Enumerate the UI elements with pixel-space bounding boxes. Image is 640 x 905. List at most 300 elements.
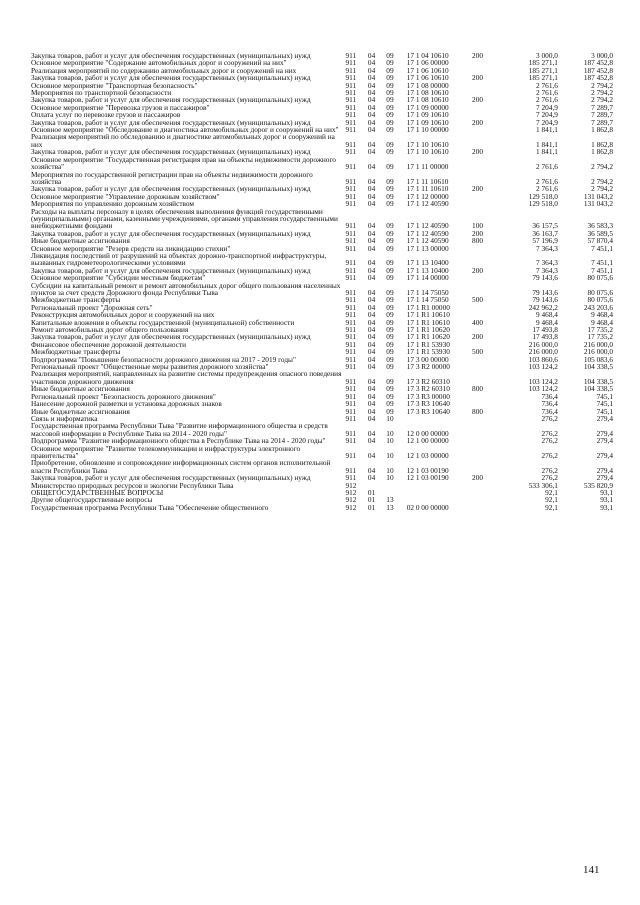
row-amount-year-1: 2 761,6 [536,184,558,194]
row-subsection-code: 10 [386,413,394,423]
row-amount-year-2: 7 289,7 [591,110,613,120]
row-name: Межбюджетные трансферты [31,295,121,305]
row-amount-year-1: 92,1 [545,487,558,497]
row-name: Реализация мероприятий по обследованию и диагностике автомобильных дорог и сооружений на них [31,132,335,149]
row-name: ОБЩЕГОСУДАРСТВЕННЫЕ ВОПРОСЫ [31,487,164,497]
row-name: Основное мероприятие "Перевозка грузов и пассажиров" [31,102,210,112]
row-subsection-code: 09 [386,199,394,209]
row-expense-type-code [472,482,499,489]
row-expense-type-code: 200 [472,473,483,483]
row-department-code: 911 [345,221,357,231]
row-amount-year-2: 93,1 [600,495,613,505]
row-amount-year-2: 36 583,3 [587,221,613,231]
row-name: Основное мероприятие "Субсидии местным бюджетам" [31,273,206,283]
row-department-code: 911 [345,73,357,83]
row-target-article-code: 17 1 06 10610 [406,73,449,83]
row-subsection-code: 09 [386,339,394,349]
row-amount-year-2: 7 451,1 [591,243,613,253]
row-amount-year-2: 9 468,4 [591,317,613,327]
row-section-code: 04 [367,332,376,342]
row-name: Связь и информатика [31,413,98,423]
row-department-code: 911 [345,110,357,120]
row-subsection-code: 09 [386,191,394,201]
row-amount-year-1: 57 196,9 [532,236,558,246]
row-target-article-code: 17 1 09 10610 [406,117,449,127]
row-section-code: 04 [367,265,376,275]
row-subsection-code: 09 [386,184,394,194]
row-target-article-code: 17 1 11 10610 [406,176,449,186]
row-department-code: 911 [345,399,357,409]
row-amount-year-2: 131 043,2 [583,191,613,201]
row-expense-type-code: 800 [472,384,483,394]
row-subsection-code: 09 [386,162,394,172]
row-section-code: 04 [367,288,376,297]
row-amount-year-2: 216 000,0 [583,347,613,357]
row-name: Ликвидация последствий от разрушений на объектах дорожно-транспортной инфраструктуры, вызванных гидрометеорологическими условиями [31,250,327,268]
row-department-code: 911 [345,236,357,246]
row-subsection-code: 09 [386,80,394,90]
row-expense-type-code [472,282,499,297]
row-expense-type-code [472,245,499,252]
row-target-article-code: 17 1 12 00000 [406,191,449,201]
row-amount-year-1: 7 364,3 [536,265,558,275]
row-name: Приобретение, обновление и сопровождение информационных систем органов исполнительной власти Республики Тыва [31,458,331,475]
row-name: Закупка товаров, работ и услуг для обеспечения государственных (муниципальных) нужд [31,332,311,342]
row-section-code: 04 [367,110,376,120]
row-expense-type-code: 800 [472,236,483,246]
row-name: Иные бюджетные ассигнования [31,236,130,246]
row-amount-year-1: 9 468,4 [536,310,558,320]
row-department-code: 911 [345,450,357,460]
row-amount-year-2: 57 870,4 [587,236,613,246]
row-subsection-code: 09 [386,265,394,275]
row-name: Государственная программа Республики Тыва "Развитие информационного общества и средств массовой информации в Республике Тыва на 2014 - 2020 годы" [31,421,328,438]
row-department-code: 911 [345,428,357,438]
row-amount-year-1: 79 143,6 [532,288,558,297]
row-amount-year-2: 93,1 [600,502,613,512]
budget-table-body [31,52,613,511]
row-department-code: 911 [345,473,357,483]
row-amount-year-2: 80 075,6 [587,288,613,297]
row-amount-year-1: 103 124,2 [528,362,558,372]
row-amount-year-2: 279,4 [596,413,613,423]
row-subsection-code: 09 [386,332,394,342]
row-amount-year-2: 17 735,2 [587,332,613,342]
row-amount-year-1: 736,4 [541,406,558,416]
row-subsection-code [386,482,406,489]
row-amount-year-1: 736,4 [541,399,558,409]
table-row [31,282,613,297]
row-target-article-code: 17 1 04 10610 [406,51,449,60]
row-section-code: 04 [367,228,376,238]
row-target-article-code: 17 1 08 00000 [406,80,449,90]
row-department-code: 911 [345,228,357,238]
row-department-code: 911 [345,325,357,335]
row-name: Закупка товаров, работ и услуг для обеспечения государственных (муниципальных) нужд [31,184,311,194]
row-expense-type-code: 500 [472,347,483,357]
row-section-code: 04 [367,428,376,438]
row-section-code: 04 [367,384,376,394]
row-target-article-code: 17 1 R1 10610 [406,317,450,327]
row-section-code: 04 [367,176,376,186]
row-name: Иные бюджетные ассигнования [31,384,130,394]
row-subsection-code: 13 [386,495,394,505]
table-row [31,370,613,385]
row-department-code: 911 [345,191,357,201]
row-amount-year-2: 36 589,5 [587,228,613,238]
row-name: Основное мероприятие "Транспортная безопасность" [31,80,198,90]
row-amount-year-2: 279,4 [596,450,613,460]
row-name: Оплата услуг по перевозке грузов и пассажиров [31,110,181,120]
row-target-article-code: 17 1 R1 53930 [406,347,450,357]
row-amount-year-1: 103 124,2 [528,384,558,394]
row-name: Реализация мероприятий, направленных на развитие системы предупреждения опасного поведения участников дорожного движения [31,369,342,386]
row-amount-year-1: 103 860,6 [528,354,558,364]
row-subsection-code: 09 [386,325,394,335]
row-target-article-code: 17 1 11 00000 [406,162,449,172]
row-subsection-code: 09 [386,176,394,186]
row-section-code: 04 [367,184,376,194]
row-section-code: 04 [367,354,376,364]
row-department-code: 911 [345,199,357,209]
row-target-article-code: 12 1 03 00190 [406,473,449,483]
row-name: Закупка товаров, работ и услуг для обеспечения государственных (муниципальных) нужд [31,117,311,127]
row-amount-year-2: 2 794,2 [591,95,613,105]
row-section-code: 04 [367,465,376,475]
row-amount-year-2: 7 451,1 [591,258,613,268]
row-target-article-code: 17 1 R1 10620 [406,332,450,342]
row-target-article-code: 17 1 13 00000 [406,243,449,253]
row-amount-year-2: 243 203,6 [583,302,613,312]
row-section-code: 04 [367,473,376,483]
row-name: Подпрограмма "Повышение безопасности дорожного движения на 2017 - 2019 годы" [31,354,296,364]
row-department-code: 911 [345,265,357,275]
row-section-code: 01 [367,502,376,512]
row-subsection-code: 10 [386,450,394,460]
row-amount-year-1: 2 761,6 [536,95,558,105]
row-subsection-code: 09 [386,243,394,253]
row-amount-year-1: 92,1 [545,502,558,512]
row-expense-type-code: 800 [472,406,483,416]
row-expense-type-code [472,252,499,267]
row-section-code: 04 [367,65,376,75]
row-subsection-code: 09 [386,391,394,401]
row-target-article-code: 17 1 11 10610 [406,184,449,194]
row-amount-year-2: 17 735,2 [587,325,613,335]
row-target-article-code: 17 1 10 10610 [406,139,449,149]
row-department-code: 911 [345,147,357,157]
row-subsection-code: 09 [386,376,394,386]
row-target-article-code: 17 1 10 10610 [406,147,449,157]
row-target-article-code: 17 3 R3 10640 [406,399,450,409]
row-name: Государственная программа Республики Тыва "Обеспечение общественного [31,502,269,512]
row-amount-year-1: 7 204,9 [536,102,558,112]
row-subsection-code: 09 [386,73,394,83]
row-section-code: 04 [367,51,376,60]
row-amount-year-1: 1 841,1 [536,147,558,157]
row-expense-type-code: 200 [472,184,483,194]
row-expense-type-code: 400 [472,317,483,327]
row-amount-year-2: 187 452,8 [583,73,613,83]
row-target-article-code: 17 1 12 40590 [406,199,449,209]
row-department-code: 912 [345,487,357,497]
row-name: Подпрограмма "Развитие информационного общества в Республике Тыва на 2014 - 2020 годы" [31,436,326,446]
row-amount-year-2: 279,4 [596,473,613,483]
row-amount-year-2: 7 289,7 [591,102,613,112]
row-amount-year-2: 7 289,7 [591,117,613,127]
row-amount-year-2: 131 043,2 [583,199,613,209]
row-section-code: 04 [367,117,376,127]
row-amount-year-2: 2 794,2 [591,176,613,186]
row-department-code: 911 [345,347,357,357]
row-name: Закупка товаров, работ и услуг для обеспечения государственных (муниципальных) нужд [31,51,311,60]
row-amount-year-2: 80 075,6 [587,295,613,305]
row-expense-type-code: 200 [472,73,483,83]
row-name: Закупка товаров, работ и услуг для обеспечения государственных (муниципальных) нужд [31,265,311,275]
row-subsection-code: 09 [386,273,394,283]
table-row [31,422,613,437]
row-target-article-code: 17 3 R3 00000 [406,391,450,401]
row-name: Региональный проект "Безопасность дорожного движения" [31,391,216,401]
row-expense-type-code [472,370,499,385]
row-name: Основное мероприятие "Резерв средств на ликвидацию стихии" [31,243,231,253]
row-amount-year-1: 185 271,1 [528,65,558,75]
row-amount-year-1: 7 204,9 [536,110,558,120]
row-expense-type-code [472,437,499,444]
row-amount-year-1: 103 124,2 [528,376,558,386]
row-expense-type-code: 200 [472,332,483,342]
row-target-article-code: 02 0 00 00000 [406,502,449,512]
row-section-code: 04 [367,391,376,401]
row-department-code: 911 [345,288,357,297]
row-name: Реализация мероприятий по содержанию автомобильных дорог и сооружений на них [31,65,297,75]
row-target-article-code: 17 1 10 00000 [406,125,449,135]
row-name: Иные бюджетные ассигнования [31,406,130,416]
row-subsection-code: 09 [386,110,394,120]
row-name: Другие общегосударственные вопросы [31,495,153,505]
row-expense-type-code: 100 [472,221,483,231]
row-subsection-code: 09 [386,228,394,238]
row-name: Мероприятия по транспортной безопасности [31,88,172,98]
row-target-article-code: 17 3 R2 60310 [406,376,450,386]
row-amount-year-2: 3 000,0 [591,51,613,60]
row-name: Финансовое обеспечение дорожной деятельности [31,339,187,349]
row-subsection-code: 09 [386,88,394,98]
row-amount-year-1: 3 000,0 [536,51,558,60]
row-department-code: 911 [345,465,357,475]
row-target-article-code [407,482,472,489]
row-section-code: 04 [367,362,376,372]
row-amount-year-2: 535 820,9 [583,480,613,490]
row-amount-year-2: 9 468,4 [591,310,613,320]
row-amount-year-1: 242 962,2 [528,302,558,312]
row-department-code: 911 [345,295,357,305]
row-subsection-code: 09 [386,317,394,327]
row-expense-type-code [472,445,499,460]
row-subsection-code: 09 [386,147,394,157]
table-row [31,445,613,460]
row-amount-year-1: 129 518,0 [528,191,558,201]
row-target-article-code: 17 1 09 00000 [406,102,449,112]
row-name: Ремонт автомобильных дорог общего пользования [31,325,189,335]
row-amount-year-1: 276,2 [541,473,558,483]
row-amount-year-1: 2 761,6 [536,88,558,98]
row-section-code: 04 [367,191,376,201]
row-section-code: 04 [367,325,376,335]
row-department-code: 911 [345,391,357,401]
row-subsection-code: 10 [386,465,394,475]
table-row [31,208,613,230]
row-section-code: 04 [367,273,376,283]
row-subsection-code: 09 [386,302,394,312]
row-amount-year-1: 17 493,8 [532,325,558,335]
row-amount-year-1: 216 000,0 [528,347,558,357]
row-amount-year-2: 1 862,8 [591,147,613,157]
row-expense-type-code [472,274,499,281]
row-target-article-code: 17 1 R1 10610 [406,310,450,320]
row-section-code: 01 [367,495,376,505]
row-amount-year-1: 2 761,6 [536,162,558,172]
row-target-article-code: 12 1 03 00190 [406,465,449,475]
row-target-article-code: 17 3 00 00000 [406,354,449,364]
table-row [31,133,613,148]
row-amount-year-1: 1 841,1 [536,125,558,135]
row-amount-year-2: 104 338,5 [583,384,613,394]
row-name: Министерство природных ресурсов и экологии Республики Тыва [31,480,234,490]
row-amount-year-1: 36 157,5 [532,221,558,231]
row-subsection-code: 09 [386,310,394,320]
row-amount-year-2: 187 452,8 [583,58,613,68]
row-amount-year-2: 2 794,2 [591,162,613,172]
row-amount-year-1: 17 493,8 [532,332,558,342]
row-target-article-code: 12 1 03 00000 [406,450,449,460]
row-amount-year-1: 185 271,1 [528,73,558,83]
row-target-article-code: 12 0 00 00000 [406,428,449,438]
row-amount-year-1: 533 306,1 [528,480,558,490]
row-target-article-code [407,489,472,496]
row-section-code: 04 [367,73,376,83]
row-name: Капитальные вложения в объекты государственной (муниципальной) собственности [31,317,295,327]
row-department-code: 911 [345,58,357,68]
row-expense-type-code [472,59,499,66]
budget-table-container [31,52,613,511]
row-expense-type-code [472,415,499,422]
row-section-code: 04 [367,95,376,105]
row-name: Закупка товаров, работ и услуг для обеспечения государственных (муниципальных) нужд [31,473,311,483]
row-section-code: 04 [367,450,376,460]
row-amount-year-2: 2 794,2 [591,184,613,194]
row-section-code: 04 [367,58,376,68]
row-department-code: 911 [345,310,357,320]
row-amount-year-1: 2 761,6 [536,176,558,186]
row-name: Закупка товаров, работ и услуг для обеспечения государственных (муниципальных) нужд [31,228,311,238]
row-expense-type-code: 200 [472,265,483,275]
row-amount-year-2: 80 075,6 [587,273,613,283]
row-section-code: 04 [367,139,376,149]
row-section-code: 04 [367,310,376,320]
row-department-code: 911 [345,376,357,386]
row-name: Расходы на выплаты персоналу в целях обеспечения выполнения функций государственными (муниципальными) органами, казенными учреждениями, органами управления государственными внебюджетными фондами [31,206,338,231]
row-amount-year-2: 2 794,2 [591,88,613,98]
row-department-code: 911 [345,258,357,268]
row-subsection-code: 09 [386,95,394,105]
row-amount-year-2: 93,1 [600,487,613,497]
row-expense-type-code [472,496,499,503]
row-subsection-code: 10 [386,473,394,483]
row-subsection-code: 09 [386,139,394,149]
row-amount-year-2: 745,1 [596,391,613,401]
row-target-article-code: 17 1 08 10610 [406,88,449,98]
row-amount-year-1: 276,2 [541,436,558,446]
row-section-code: 04 [367,80,376,90]
row-expense-type-code [472,82,499,89]
row-subsection-code: 09 [386,51,394,60]
row-subsection-code: 09 [386,406,394,416]
row-target-article-code: 17 3 R2 60310 [406,384,450,394]
row-department-code: 911 [345,51,357,60]
row-section-code: 04 [367,258,376,268]
row-target-article-code: 17 3 R2 00000 [406,362,450,372]
row-target-article-code: 17 1 06 00000 [406,58,449,68]
row-amount-year-1: 276,2 [541,428,558,438]
row-subsection-code: 10 [386,436,394,446]
row-section-code: 04 [367,399,376,409]
row-name: Основное мероприятие "Государственная регистрация прав на объекты недвижимости дорожного хозяйства" [31,154,336,172]
row-target-article-code: 17 1 08 10610 [406,95,449,105]
row-amount-year-2: 279,4 [596,428,613,438]
row-name: Реконструкция автомобильных дорог и сооружений на них [31,310,215,320]
row-amount-year-1: 185 271,1 [528,58,558,68]
row-subsection-code: 09 [386,258,394,268]
row-department-code: 912 [345,502,357,512]
row-name: Региональный проект "Общественные меры развития дорожного хозяйства" [31,362,269,372]
row-name: Закупка товаров, работ и услуг для обеспечения государственных (муниципальных) нужд [31,73,311,83]
row-name: Региональный проект "Дорожная сеть" [31,302,153,312]
row-target-article-code: 17 1 14 75050 [406,288,449,297]
row-section-code: 04 [367,347,376,357]
row-department-code: 911 [345,332,357,342]
row-section-code: 04 [367,243,376,253]
row-expense-type-code [472,393,499,400]
row-amount-year-2: 1 862,8 [591,139,613,149]
row-subsection-code: 09 [386,354,394,364]
row-amount-year-1: 216 000,0 [528,339,558,349]
row-amount-year-1: 276,2 [541,465,558,475]
row-target-article-code: 17 1 09 10610 [406,110,449,120]
row-expense-type-code [472,489,499,496]
row-amount-year-2: 279,4 [596,436,613,446]
row-subsection-code: 09 [386,65,394,75]
row-section-code: 04 [367,125,376,135]
page-number: 141 [583,864,600,876]
row-department-code: 911 [345,176,357,186]
row-name: Основное мероприятие "Управление дорожным хозяйством" [31,191,220,201]
row-name: Закупка товаров, работ и услуг для обеспечения государственных (муниципальных) нужд [31,147,311,157]
budget-table [31,52,613,511]
table-row [31,504,613,511]
row-amount-year-1: 1 841,1 [536,139,558,149]
row-department-code: 911 [345,354,357,364]
row-section-code: 04 [367,221,376,231]
row-expense-type-code: 200 [472,117,483,127]
row-subsection-code: 09 [386,384,394,394]
row-section-code: 04 [367,88,376,98]
row-department-code: 911 [345,339,357,349]
row-target-article-code: 17 3 R3 10640 [406,406,450,416]
row-subsection-code: 09 [386,362,394,372]
table-row [31,408,613,415]
row-department-code: 912 [345,495,357,505]
